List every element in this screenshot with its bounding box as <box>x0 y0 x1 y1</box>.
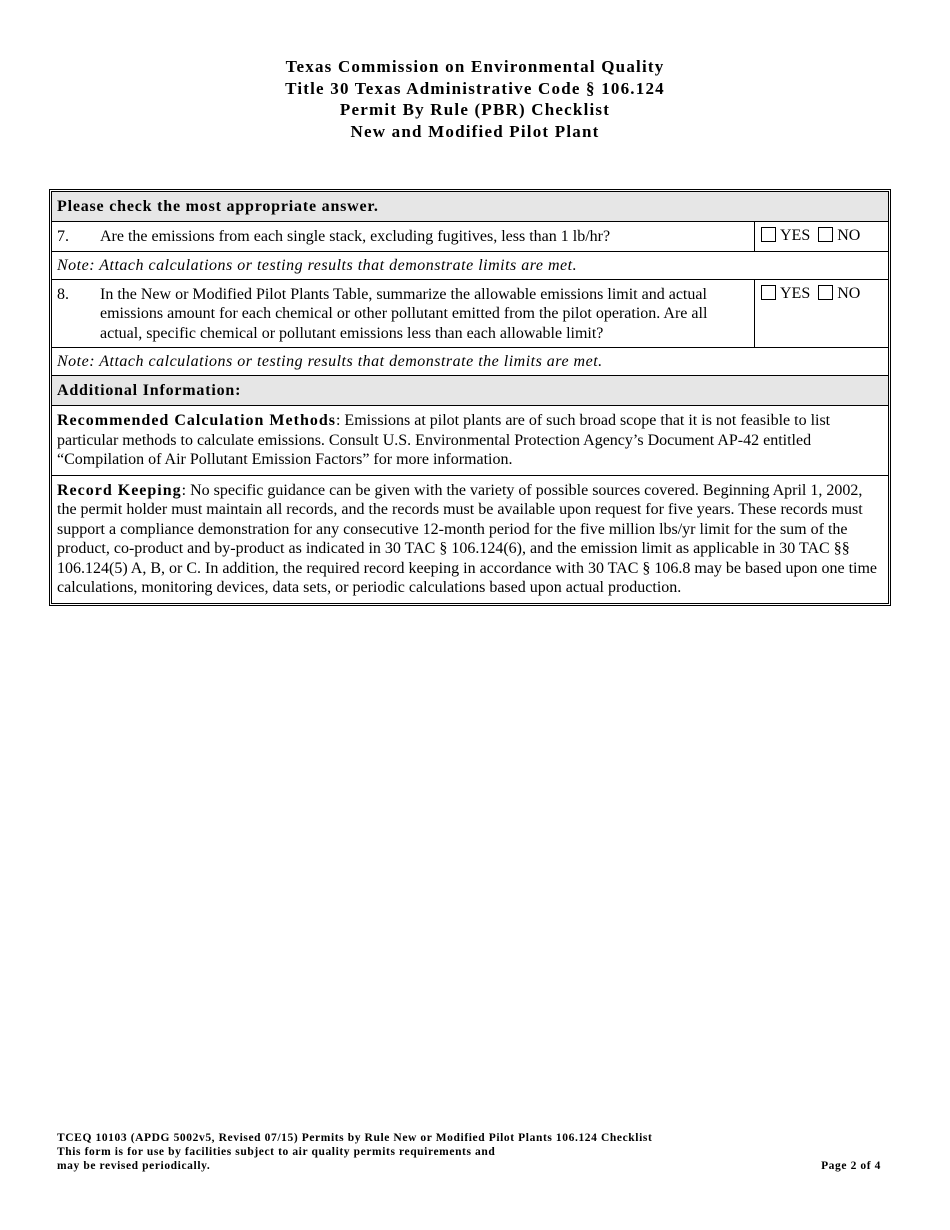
q7-yes-checkbox[interactable] <box>761 227 776 242</box>
usage-line: This form is for use by facilities subject to air quality permits requirements and <box>57 1146 496 1158</box>
q7-note: Note: Attach calculations or testing results that demonstrate limits are met. <box>52 251 888 279</box>
question-number: 7. <box>57 228 69 245</box>
form-id-line: TCEQ 10103 (APDG 5002v5, Revised 07/15) Permits by Rule New or Modified Pilot Plants 106.124 Checklist <box>57 1132 653 1144</box>
additional-information-heading: Additional Information: <box>52 375 888 405</box>
answer-cell <box>754 280 888 348</box>
document-footer <box>57 1131 881 1173</box>
agency-title: Texas Commission on Environmental Quality <box>285 57 665 76</box>
code-title: Title 30 Texas Administrative Code § 106.124 <box>285 78 665 98</box>
checklist-form <box>49 189 891 606</box>
instruction-heading: Please check the most appropriate answer. <box>52 192 888 221</box>
no-label: NO <box>837 227 861 244</box>
yes-label: YES <box>780 284 811 302</box>
question-8 <box>52 279 888 348</box>
record-keeping-text: : No specific guidance can be given with the variety of possible sources covered. Beginning April 1, 2002, the permit holder must maintain all records, and the records must be available upon request for five years. These records must support a compliance demonstration for any consecutive 12-month period for the five million lbs/yr limit for the sum of the product, co-product and by-product as indicated in 30 TAC § 106.124(6), and the emission limit as applicable in 30 TAC §§ 106.124(5) A, B, or C. In addition, the required record keeping in accordance with 30 TAC § 106.8 may be based upon one time calculations, monitoring devices, data sets, or periodic calculations based upon actual production. <box>57 481 877 596</box>
question-text: In the New or Modified Pilot Plants Table, summarize the allowable emissions limit and actual emissions amount for each chemical or other pollutant emitted from the pilot operation. Are all actual, specific chemical or pollutant emissions less than each allowable limit? <box>100 285 708 342</box>
question-text: Are the emissions from each single stack, excluding fugitives, less than 1 lb/hr? <box>100 228 611 245</box>
calculation-methods-label: Recommended Calculation Methods <box>57 412 336 429</box>
question-number: 8. <box>57 285 69 303</box>
document-header <box>0 56 950 142</box>
revision-line: may be revised periodically. <box>57 1160 211 1172</box>
page-number: Page 2 of 4 <box>821 1160 881 1172</box>
record-keeping-label: Record Keeping <box>57 481 182 499</box>
calculation-methods-text: : Emissions at pilot plants are of such broad scope that it is not feasible to list particular methods to calculate emissions. Consult U.S. Environmental Protection Agency’s Document AP-42 entitled “Compilation of Air Pollutant Emission Factors” for more information. <box>57 412 831 468</box>
yes-label: YES <box>780 227 811 244</box>
checklist-title: Permit By Rule (PBR) Checklist <box>339 100 611 119</box>
q8-yes-checkbox[interactable] <box>761 285 776 300</box>
q8-note: Note: Attach calculations or testing results that demonstrate the limits are met. <box>52 347 888 375</box>
q7-no-checkbox[interactable] <box>818 227 833 242</box>
calculation-methods-paragraph <box>52 405 888 475</box>
q8-no-checkbox[interactable] <box>818 285 833 300</box>
record-keeping-paragraph <box>52 475 888 603</box>
form-subtitle: New and Modified Pilot Plant <box>350 121 600 141</box>
answer-cell <box>754 222 888 251</box>
question-7 <box>52 221 888 251</box>
no-label: NO <box>837 284 861 302</box>
